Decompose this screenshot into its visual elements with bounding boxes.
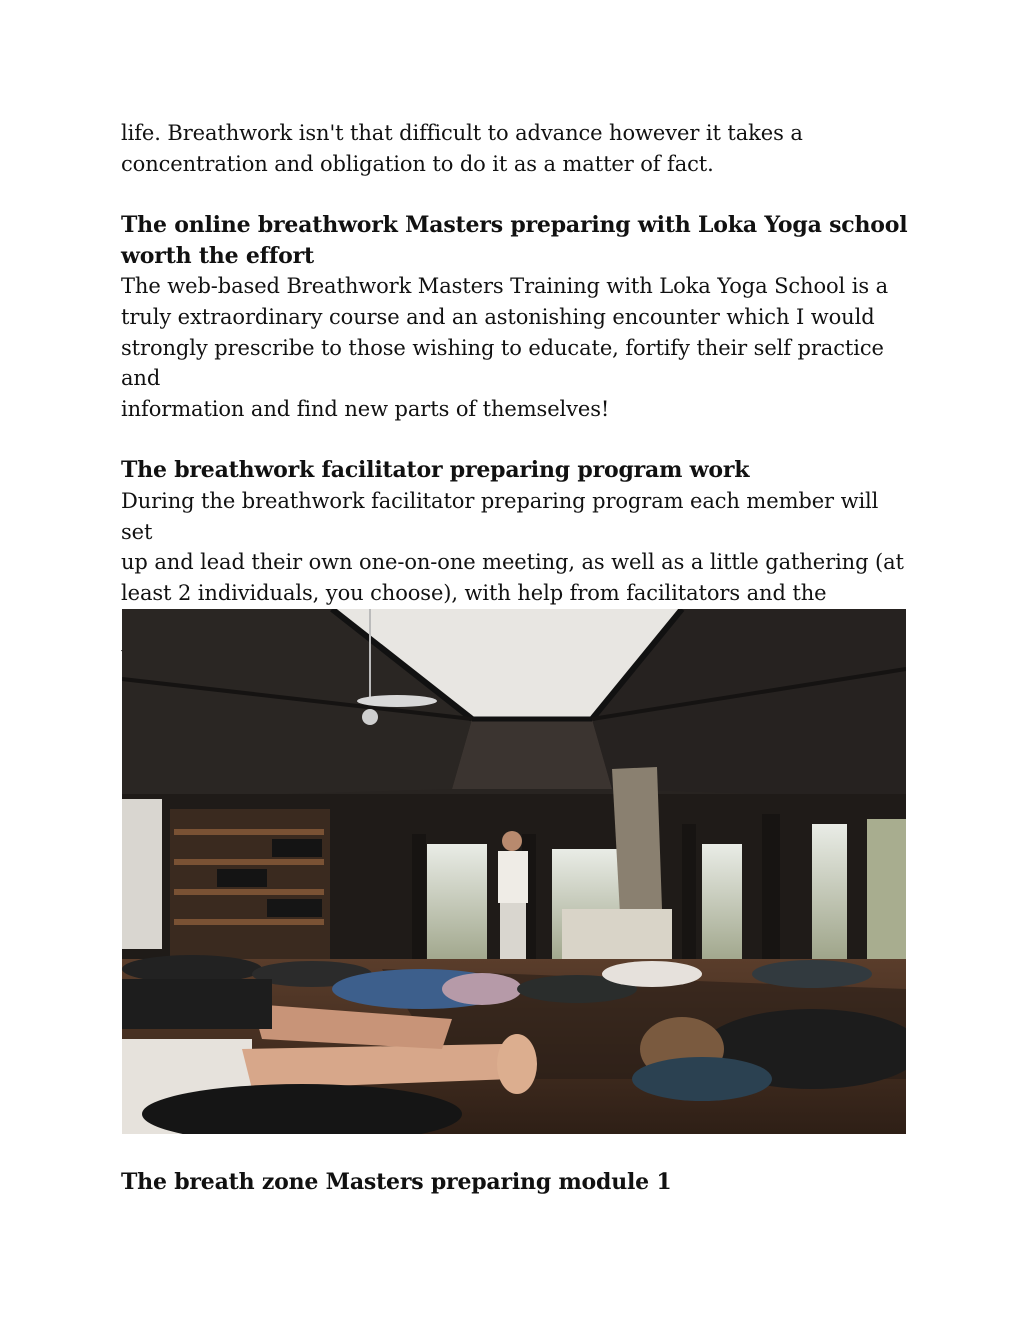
section-heading-online-masters: The online breathwork Masters preparing with Loka Yoga school worth the effort: [121, 212, 908, 269]
breathwork-class-illustration: [122, 609, 906, 1134]
spacer: [121, 424, 911, 455]
breathwork-class-photo: [122, 609, 906, 1134]
spacer: [121, 179, 911, 210]
section-body-facilitator-program: During the breathwork facilitator preparing program each member will set up and lead their own one-on-one meeting, as well as a little gathering (at least 2 individuals, you choose), with help from facilitators and the: [121, 488, 904, 605]
section-heading-module-1: The breath zone Masters preparing module 1: [121, 1169, 672, 1195]
section-heading-module-1-wrapper: [121, 1167, 911, 1198]
section-body-online-masters: The web-based Breathwork Masters Training with Loka Yoga School is a truly extraordinary course and an astonishing encounter which I would strongly prescribe to those wishing to educate, fortify their self practice and information and find new parts of themselves!: [121, 274, 889, 421]
section-heading-facilitator-program: The breathwork facilitator preparing program work: [121, 457, 750, 484]
intro-paragraph: life. Breathwork isn't that difficult to advance however it takes a concentration and obligation to do it as a matter of fact.: [121, 121, 803, 176]
